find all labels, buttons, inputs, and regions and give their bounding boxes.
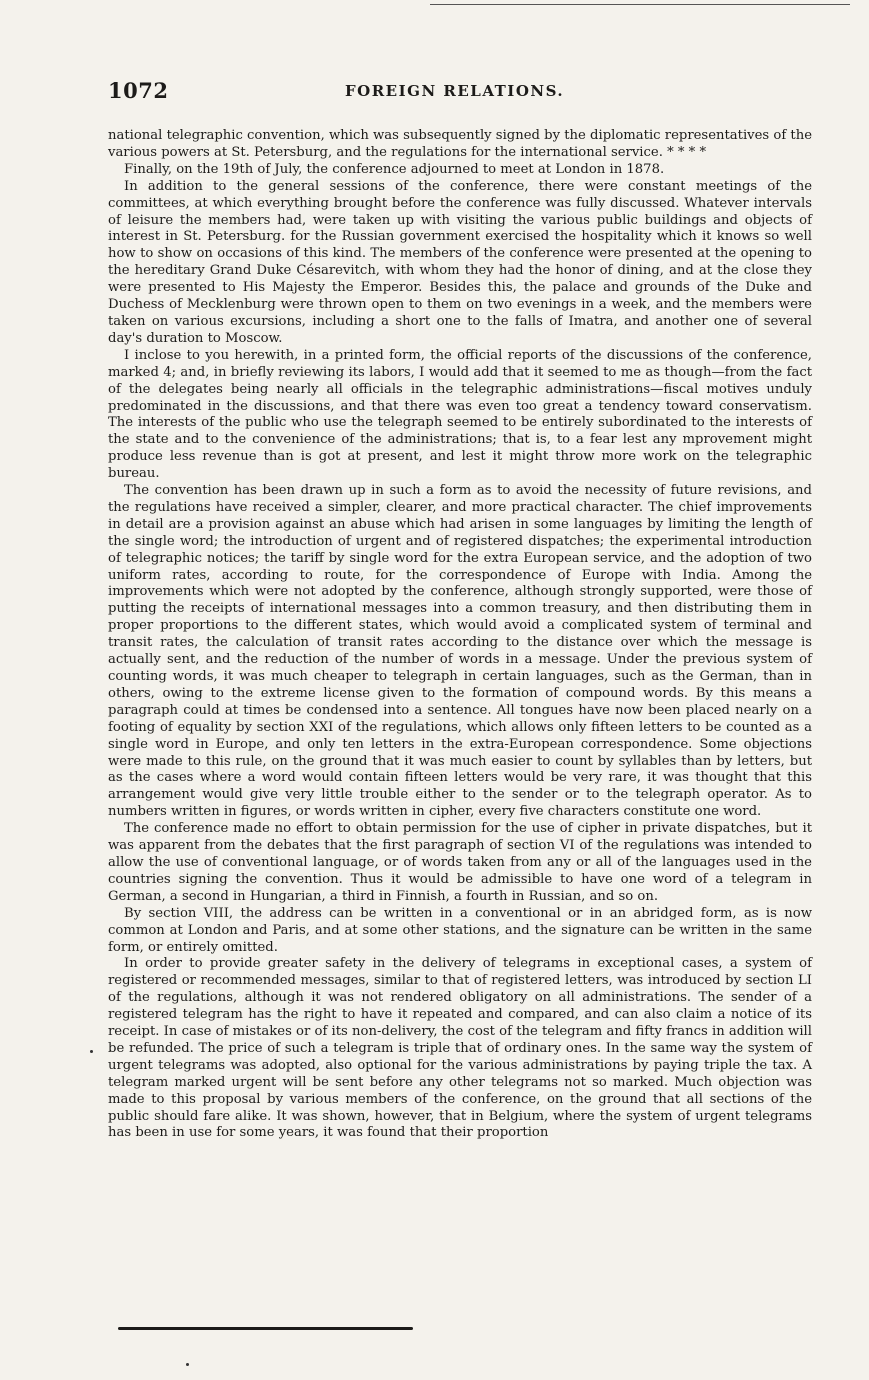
page-number: 1072 <box>108 78 169 103</box>
ink-speck <box>90 1050 93 1053</box>
bottom-rule <box>118 1327 413 1330</box>
paragraph: In addition to the general sessions of the conference, there were constant meetings of the committees, at which everything brought before the conference was fully discussed. Whatever intervals of leisure the members had, were taken up with visiting the various public buildings and objects of interest in St. Petersburg. for the Russian government exercised the hospitality which it knows so well how to show on occasions of this kind. The members of the conference were presented at the opening to the hereditary Grand Duke Césarevitch, with whom they had the honor of dining, and at the close they were presented to His Majesty the Emperor. Besides this, the palace and grounds of the Duke and Duchess of Mecklenburg were thrown open to them on two evenings in a week, and the members were taken on various excursions, including a short one to the falls of Imatra, and another one of several day's duration to Moscow. <box>108 178 812 346</box>
paragraph: By section VIII, the address can be written in a conventional or in an abridged form, as is now common at London and Paris, and at some other stations, and the signature can be written in the same form, or entirely omitted. <box>108 905 812 955</box>
paragraph: In order to provide greater safety in the delivery of telegrams in exceptional cases, a system of registered or recommended messages, similar to that of registered letters, was introduced by section LI of the regulations, although it was not rendered obligatory on all administrations. The sender of a registered telegram has the right to have it repeated and compared, and can also claim a notice of its receipt. In case of mistakes or of its non-delivery, the cost of the telegram and fifty francs in addition will be refunded. The price of such a telegram is triple that of ordinary ones. In the same way the system of urgent telegrams was adopted, also optional for the various administrations by paying triple the tax. A telegram marked urgent will be sent before any other telegrams not so marked. Much objection was made to this proposal by various members of the conference, on the ground that all sections of the public should fare alike. It was shown, however, that in Belgium, where the system of urgent telegrams has been in use for some years, it was found that their proportion <box>108 956 812 1141</box>
paragraph: national telegraphic convention, which was subsequently signed by the diplomatic representatives of the various powers at St. Petersburg, and the regulations for the international service. * * * * <box>108 128 812 160</box>
ink-speck <box>186 1363 189 1366</box>
page-header <box>108 78 808 108</box>
body-text <box>108 128 812 1142</box>
paragraph: The conference made no effort to obtain permission for the use of cipher in private dispatches, but it was apparent from the debates that the first paragraph of section VI of the regulations was intended to allow the use of conventional language, or of words taken from any or all of the languages used in the countries signing the convention. Thus it would be admissible to have one word of a telegram in German, a second in Hungarian, a third in Finnish, a fourth in Russian, and so on. <box>108 821 812 904</box>
running-title: FOREIGN RELATIONS. <box>345 82 565 100</box>
paragraph: I inclose to you herewith, in a printed form, the official reports of the discussions of the conference, marked 4; and, in briefly reviewing its labors, I would add that it seemed to me as though—from the fact of the delegates being nearly all officials in the telegraphic administrations—fiscal motives unduly predominated in the discussions, and that there was even too great a tendency toward conservatism. The interests of the public who use the telegraph seemed to be entirely subordinated to the interests of the state and to the convenience of the administrations; that is, to a fear lest any mprovement might produce less revenue than is got at present, and lest it might throw more work on the telegraphic bureau. <box>108 347 812 482</box>
paragraph: The convention has been drawn up in such a form as to avoid the necessity of future revisions, and the regulations have received a simpler, clearer, and more practical character. The chief improvements in detail are a provision against an abuse which had arisen in some languages by limiting the length of the single word; the introduction of urgent and of registered dispatches; the experimental introduction of telegraphic notices; the tariff by single word for the extra European service, and the adoption of two uniform rates, according to route, for the correspondence of Europe with India. Among the improvements which were not adopted by the conference, although strongly supported, were those of putting the receipts of international messages into a common treasury, and then distributing them in proper proportions to the different states, which would avoid a complicated system of terminal and transit rates, the calculation of transit rates according to the distance over which the message is actually sent, and the reduction of the number of words in a message. Under the previous system of counting words, it was much cheaper to telegraph in certain languages, such as the German, than in others, owing to the extreme license given to the formation of compound words. By this means a paragraph could at times be condensed into a sentence. All tongues have now been placed nearly on a footing of equality by section XXI of the regulations, which allows only fifteen letters to be counted as a single word in Europe, and only ten letters in the extra-European correspondence. Some objections were made to this rule, on the ground that it was much easier to count by syllables than by letters, but as the cases where a word would contain fifteen letters would be very rare, it was thought that this arrangement would give very little trouble either to the sender or to the telegraph operator. As to numbers written in figures, or words written in cipher, every five characters constitute one word. <box>108 483 812 820</box>
top-rule <box>430 4 850 5</box>
paragraph: Finally, on the 19th of July, the conference adjourned to meet at London in 1878. <box>124 161 665 177</box>
